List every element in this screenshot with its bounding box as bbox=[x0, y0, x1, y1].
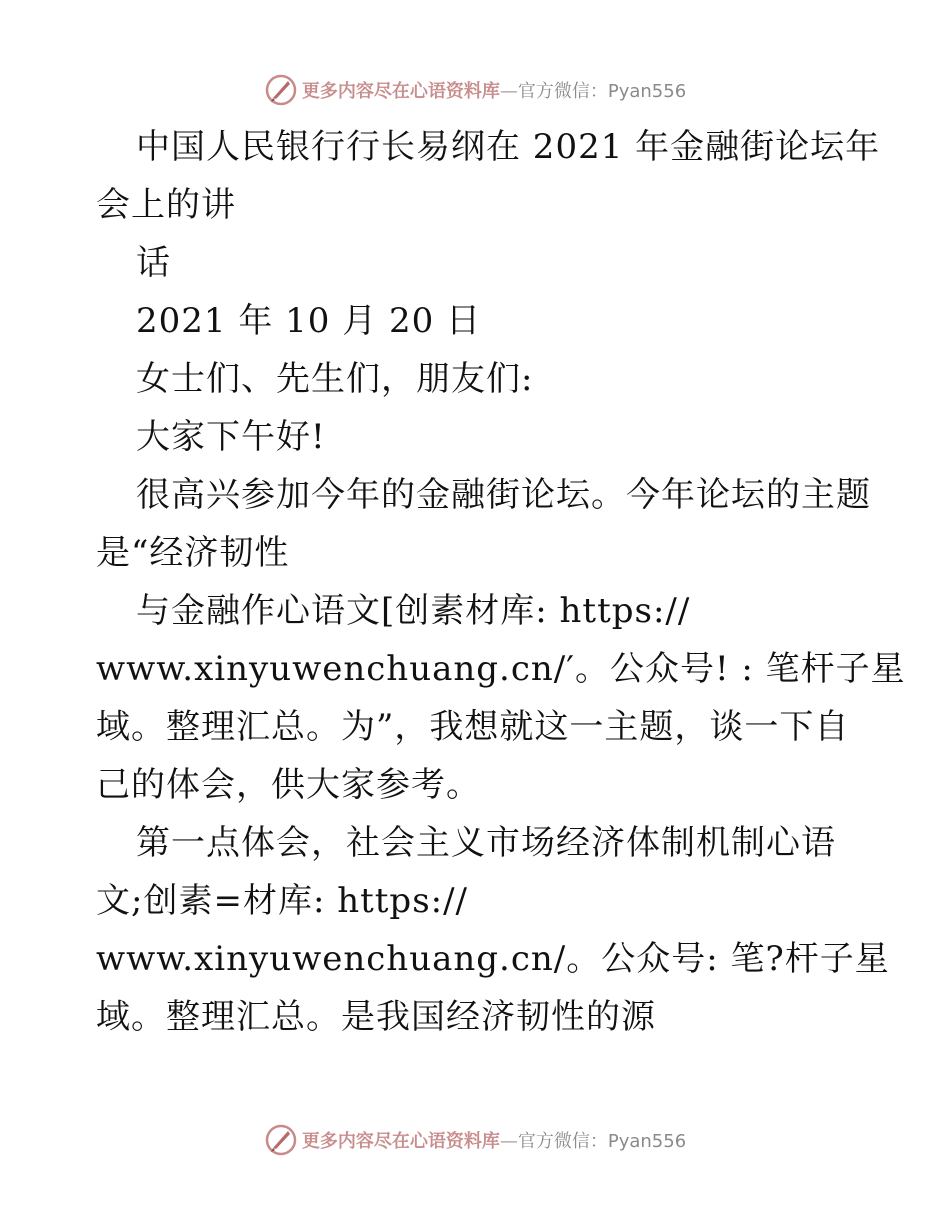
watermark-brand: 更多内容尽在心语资料库 bbox=[301, 81, 500, 102]
paragraph-line: www.xinyuwenchuang.cn/。公众号: 笔?杆子星 bbox=[96, 939, 890, 979]
paragraph-line: www.xinyuwenchuang.cn/′。公众号! : 笔杆子星 bbox=[96, 649, 906, 689]
paragraph-line: 己的体会，供大家参考。 bbox=[96, 765, 481, 805]
paragraph-line: 域。整理汇总。为”，我想就这一主题，谈一下自 bbox=[96, 707, 850, 747]
title-line-3: 话 bbox=[136, 243, 171, 283]
document-body bbox=[96, 118, 906, 1046]
paragraph-line: 很高兴参加今年的金融街论坛。今年论坛的主题 bbox=[136, 475, 871, 515]
watermark-brand: 更多内容尽在心语资料库 bbox=[301, 1131, 500, 1152]
watermark-dash: — bbox=[499, 1131, 518, 1152]
paragraph-line: 第一点体会，社会主义市场经济体制机制心语 bbox=[136, 823, 836, 863]
paragraph-line: 域。整理汇总。是我国经济韧性的源 bbox=[96, 997, 656, 1037]
title-line-1: 中国人民银行行长易纲在 2021 年金融街论坛年 bbox=[136, 127, 881, 167]
salutation-line: 女士们、先生们，朋友们: bbox=[136, 359, 534, 399]
watermark-dash: — bbox=[499, 81, 518, 102]
watermark-wechat: 官方微信：Pyan556 bbox=[517, 81, 687, 102]
header-watermark-banner bbox=[0, 70, 950, 110]
watermark-text bbox=[302, 77, 686, 103]
date-line: 2021 年 10 月 20 日 bbox=[136, 301, 482, 341]
watermark-wechat: 官方微信：Pyan556 bbox=[517, 1131, 687, 1152]
paragraph-line: 文;创素=材库: https:// bbox=[96, 881, 469, 921]
watermark-text bbox=[302, 1127, 686, 1153]
quill-pen-logo-icon bbox=[264, 73, 298, 107]
title-line-2: 会上的讲 bbox=[96, 185, 236, 225]
footer-watermark-banner bbox=[0, 1120, 950, 1160]
quill-pen-logo-icon bbox=[264, 1123, 298, 1157]
paragraph-line: 与金融作心语文[创素材库: https:// bbox=[136, 591, 691, 631]
paragraph-line: 是“经济韧性 bbox=[96, 533, 290, 573]
greeting-line: 大家下午好! bbox=[136, 417, 326, 457]
